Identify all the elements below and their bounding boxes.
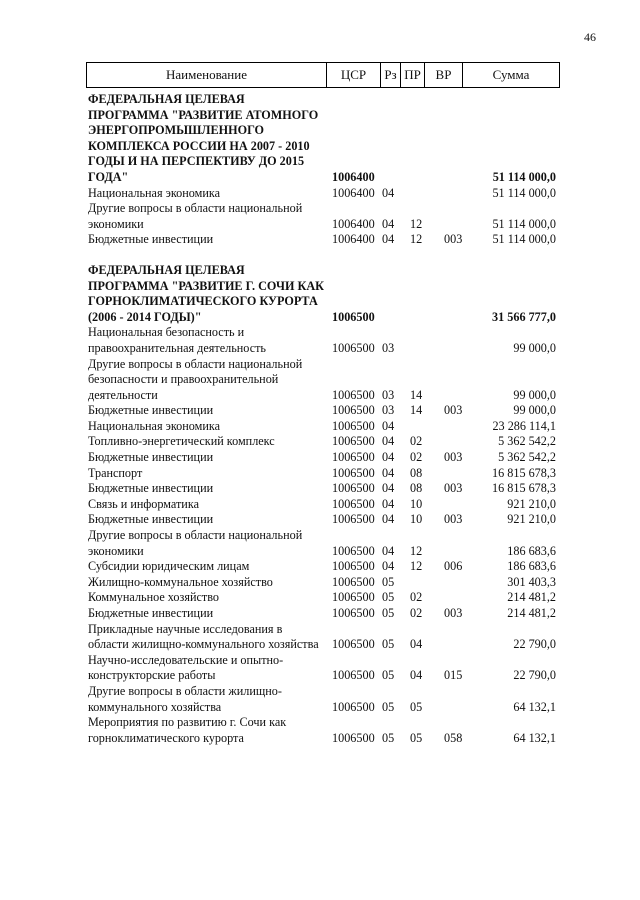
table-row (88, 497, 558, 513)
cell-csr: 1006500 (332, 465, 375, 480)
cell-rz: 05 (382, 606, 395, 620)
cell-sum: 99 000,0 (513, 340, 556, 355)
cell-sum: 51 114 000,0 (492, 216, 556, 231)
cell-rz: 05 (382, 590, 395, 605)
cell-pr: 12 (410, 232, 423, 247)
cell-rz: 04 (382, 543, 395, 558)
cell-name: Мероприятия по развитию г. Сочи как горноклиматического курорта (88, 715, 287, 745)
cell-pr: 04 (410, 668, 423, 683)
cell-rz: 04 (382, 512, 395, 527)
cell-pr: 10 (410, 496, 423, 511)
cell-csr: 1006500 (332, 543, 375, 558)
cell-csr: 1006400 (332, 185, 375, 200)
cell-sum: 5 362 542,2 (498, 450, 556, 465)
cell-pr: 10 (410, 512, 423, 527)
cell-sum: 64 132,1 (513, 699, 556, 714)
cell-vr: 006 (444, 559, 463, 574)
cell-sum: 301 403,3 (507, 574, 556, 589)
cell-csr: 1006500 (332, 512, 375, 527)
cell-csr: 1006500 (332, 309, 375, 324)
cell-rz: 04 (382, 450, 395, 465)
table-row (88, 325, 558, 356)
cell-vr: 003 (444, 512, 463, 527)
table-row (88, 715, 558, 746)
cell-name: Коммунальное хозяйство (88, 590, 219, 605)
cell-sum: 99 000,0 (513, 387, 556, 402)
cell-csr: 1006400 (332, 216, 375, 231)
cell-csr: 1006500 (332, 730, 375, 745)
cell-name: Бюджетные инвестиции (88, 232, 214, 247)
cell-rz: 04 (382, 434, 395, 449)
table-row (88, 606, 558, 622)
table-row (88, 466, 558, 482)
cell-rz: 04 (382, 559, 395, 574)
cell-rz: 05 (382, 574, 395, 589)
table-row (88, 481, 558, 497)
cell-pr: 02 (410, 606, 423, 620)
table-row (88, 357, 558, 404)
table-row (88, 575, 558, 591)
cell-vr: 003 (444, 232, 463, 247)
cell-sum: 16 815 678,3 (492, 481, 556, 496)
cell-vr: 003 (444, 606, 463, 620)
cell-pr: 05 (410, 730, 423, 745)
cell-vr: 003 (444, 481, 463, 496)
cell-name: Другие вопросы в области национальной экономики (88, 201, 303, 231)
cell-sum: 186 683,6 (507, 543, 556, 558)
column-header-name: Наименование (87, 63, 327, 87)
cell-rz: 04 (382, 465, 395, 480)
cell-pr: 08 (410, 481, 423, 496)
cell-sum: 23 286 114,1 (492, 418, 556, 433)
cell-csr: 1006500 (332, 387, 375, 402)
cell-csr: 1006500 (332, 434, 375, 449)
cell-csr: 1006500 (332, 590, 375, 605)
cell-name: Субсидии юридическим лицам (88, 559, 250, 574)
cell-sum: 921 210,0 (507, 512, 556, 527)
cell-sum: 5 362 542,2 (498, 434, 556, 449)
cell-csr: 1006400 (332, 232, 375, 247)
cell-name: Бюджетные инвестиции (88, 481, 214, 496)
cell-vr: 015 (444, 668, 463, 683)
cell-sum: 214 481,2 (507, 606, 556, 620)
cell-vr: 058 (444, 730, 463, 745)
cell-sum: 99 000,0 (513, 403, 556, 418)
table-row (88, 186, 558, 202)
table-row (88, 528, 558, 559)
cell-name: Другие вопросы в области жилищно-коммунального хозяйства (88, 683, 282, 714)
cell-name: Другие вопросы в области национальной экономики (88, 528, 303, 558)
table-row (88, 434, 558, 450)
table-row (88, 653, 558, 684)
cell-rz: 05 (382, 668, 395, 683)
cell-sum: 22 790,0 (513, 637, 556, 652)
cell-rz: 05 (382, 699, 395, 714)
cell-rz: 03 (382, 403, 395, 418)
cell-sum: 51 114 000,0 (492, 232, 556, 247)
cell-csr: 1006500 (332, 699, 375, 714)
cell-vr: 003 (444, 403, 463, 418)
table-row (88, 403, 558, 419)
cell-name: Связь и информатика (88, 496, 199, 511)
cell-name: Научно-исследовательские и опытно-конструкторские работы (88, 652, 284, 683)
cell-pr: 14 (410, 387, 423, 402)
cell-sum: 51 114 000,0 (492, 169, 556, 184)
cell-rz: 04 (382, 418, 395, 433)
cell-pr: 12 (410, 543, 423, 558)
table-row (88, 559, 558, 575)
table-row (88, 684, 558, 715)
table-header (86, 62, 560, 88)
cell-sum: 921 210,0 (507, 496, 556, 511)
table-row (88, 622, 558, 653)
cell-name: Национальная экономика (88, 185, 221, 200)
column-header-sum: Сумма (492, 67, 530, 82)
cell-rz: 03 (382, 340, 395, 355)
cell-csr: 1006500 (332, 496, 375, 511)
table-row (88, 419, 558, 435)
cell-pr: 02 (410, 434, 423, 449)
table-row (88, 450, 558, 466)
cell-pr: 12 (410, 216, 423, 231)
cell-sum: 51 114 000,0 (492, 185, 556, 200)
table-row (88, 590, 558, 606)
program-row (88, 263, 558, 325)
cell-pr: 02 (410, 450, 423, 465)
cell-rz: 05 (382, 730, 395, 745)
cell-pr: 02 (410, 590, 423, 605)
cell-name: Транспорт (88, 465, 143, 480)
cell-csr: 1006500 (332, 668, 375, 683)
cell-csr: 1006500 (332, 481, 375, 496)
cell-rz: 04 (382, 216, 395, 231)
cell-sum: 22 790,0 (513, 668, 556, 683)
cell-name: Другие вопросы в области национальной безопасности и правоохранительной деятельности (88, 356, 303, 402)
cell-csr: 1006400 (332, 169, 375, 184)
column-header-pr: ПР (401, 63, 425, 87)
cell-sum: 64 132,1 (513, 730, 556, 745)
table-row (88, 201, 558, 232)
cell-name: Бюджетные инвестиции (88, 512, 214, 527)
cell-sum: 16 815 678,3 (492, 465, 556, 480)
program-row (88, 92, 558, 186)
cell-csr: 1006500 (332, 559, 375, 574)
cell-pr: 05 (410, 699, 423, 714)
cell-csr: 1006500 (332, 637, 375, 652)
cell-name: Национальная безопасность и правоохранительная деятельность (88, 325, 266, 355)
cell-csr: 1006500 (332, 418, 375, 433)
cell-vr: 003 (444, 450, 463, 465)
cell-sum: 214 481,2 (507, 590, 556, 605)
budget-table-body (88, 92, 558, 746)
cell-pr: 04 (410, 637, 423, 652)
cell-name: Национальная экономика (88, 418, 221, 433)
cell-name: Прикладные научные исследования в области жилищно-коммунального хозяйства (88, 621, 319, 652)
cell-name: Жилищно-коммунальное хозяйство (88, 574, 273, 589)
column-header-csr: ЦСР (327, 63, 381, 87)
column-header-vr: ВР (425, 63, 463, 87)
table-row (88, 512, 558, 528)
cell-sum: 186 683,6 (507, 559, 556, 574)
cell-rz: 03 (382, 387, 395, 402)
cell-rz: 04 (382, 496, 395, 511)
table-row (88, 232, 558, 248)
column-header-rz: Рз (381, 63, 401, 87)
cell-csr: 1006500 (332, 450, 375, 465)
cell-sum: 31 566 777,0 (492, 309, 556, 324)
cell-name: Бюджетные инвестиции (88, 450, 214, 465)
cell-rz: 04 (382, 232, 395, 247)
cell-pr: 12 (410, 559, 423, 574)
cell-pr: 08 (410, 465, 423, 480)
cell-name: ФЕДЕРАЛЬНАЯ ЦЕЛЕВАЯ ПРОГРАММА "РАЗВИТИЕ АТОМНОГО ЭНЕРГОПРОМЫШЛЕННОГО КОМПЛЕКСА РОССИИ НА 2007 - 2010 ГОДЫ И НА ПЕРСПЕКТИВУ ДО 2015 ГОДА" (88, 92, 319, 184)
cell-rz: 05 (382, 637, 395, 652)
cell-rz: 04 (382, 185, 395, 200)
page-number: 46 (584, 30, 596, 44)
cell-name: ФЕДЕРАЛЬНАЯ ЦЕЛЕВАЯ ПРОГРАММА "РАЗВИТИЕ Г. СОЧИ КАК ГОРНОКЛИМАТИЧЕСКОГО КУРОРТА (2006 - 2014 ГОДЫ)" (88, 262, 324, 324)
cell-name: Топливно-энергетический комплекс (88, 434, 275, 449)
cell-csr: 1006500 (332, 403, 375, 418)
cell-csr: 1006500 (332, 574, 375, 589)
cell-csr: 1006500 (332, 606, 375, 620)
cell-pr: 14 (410, 403, 423, 418)
cell-name: Бюджетные инвестиции (88, 606, 214, 620)
cell-rz: 04 (382, 481, 395, 496)
cell-name: Бюджетные инвестиции (88, 403, 214, 418)
cell-csr: 1006500 (332, 340, 375, 355)
